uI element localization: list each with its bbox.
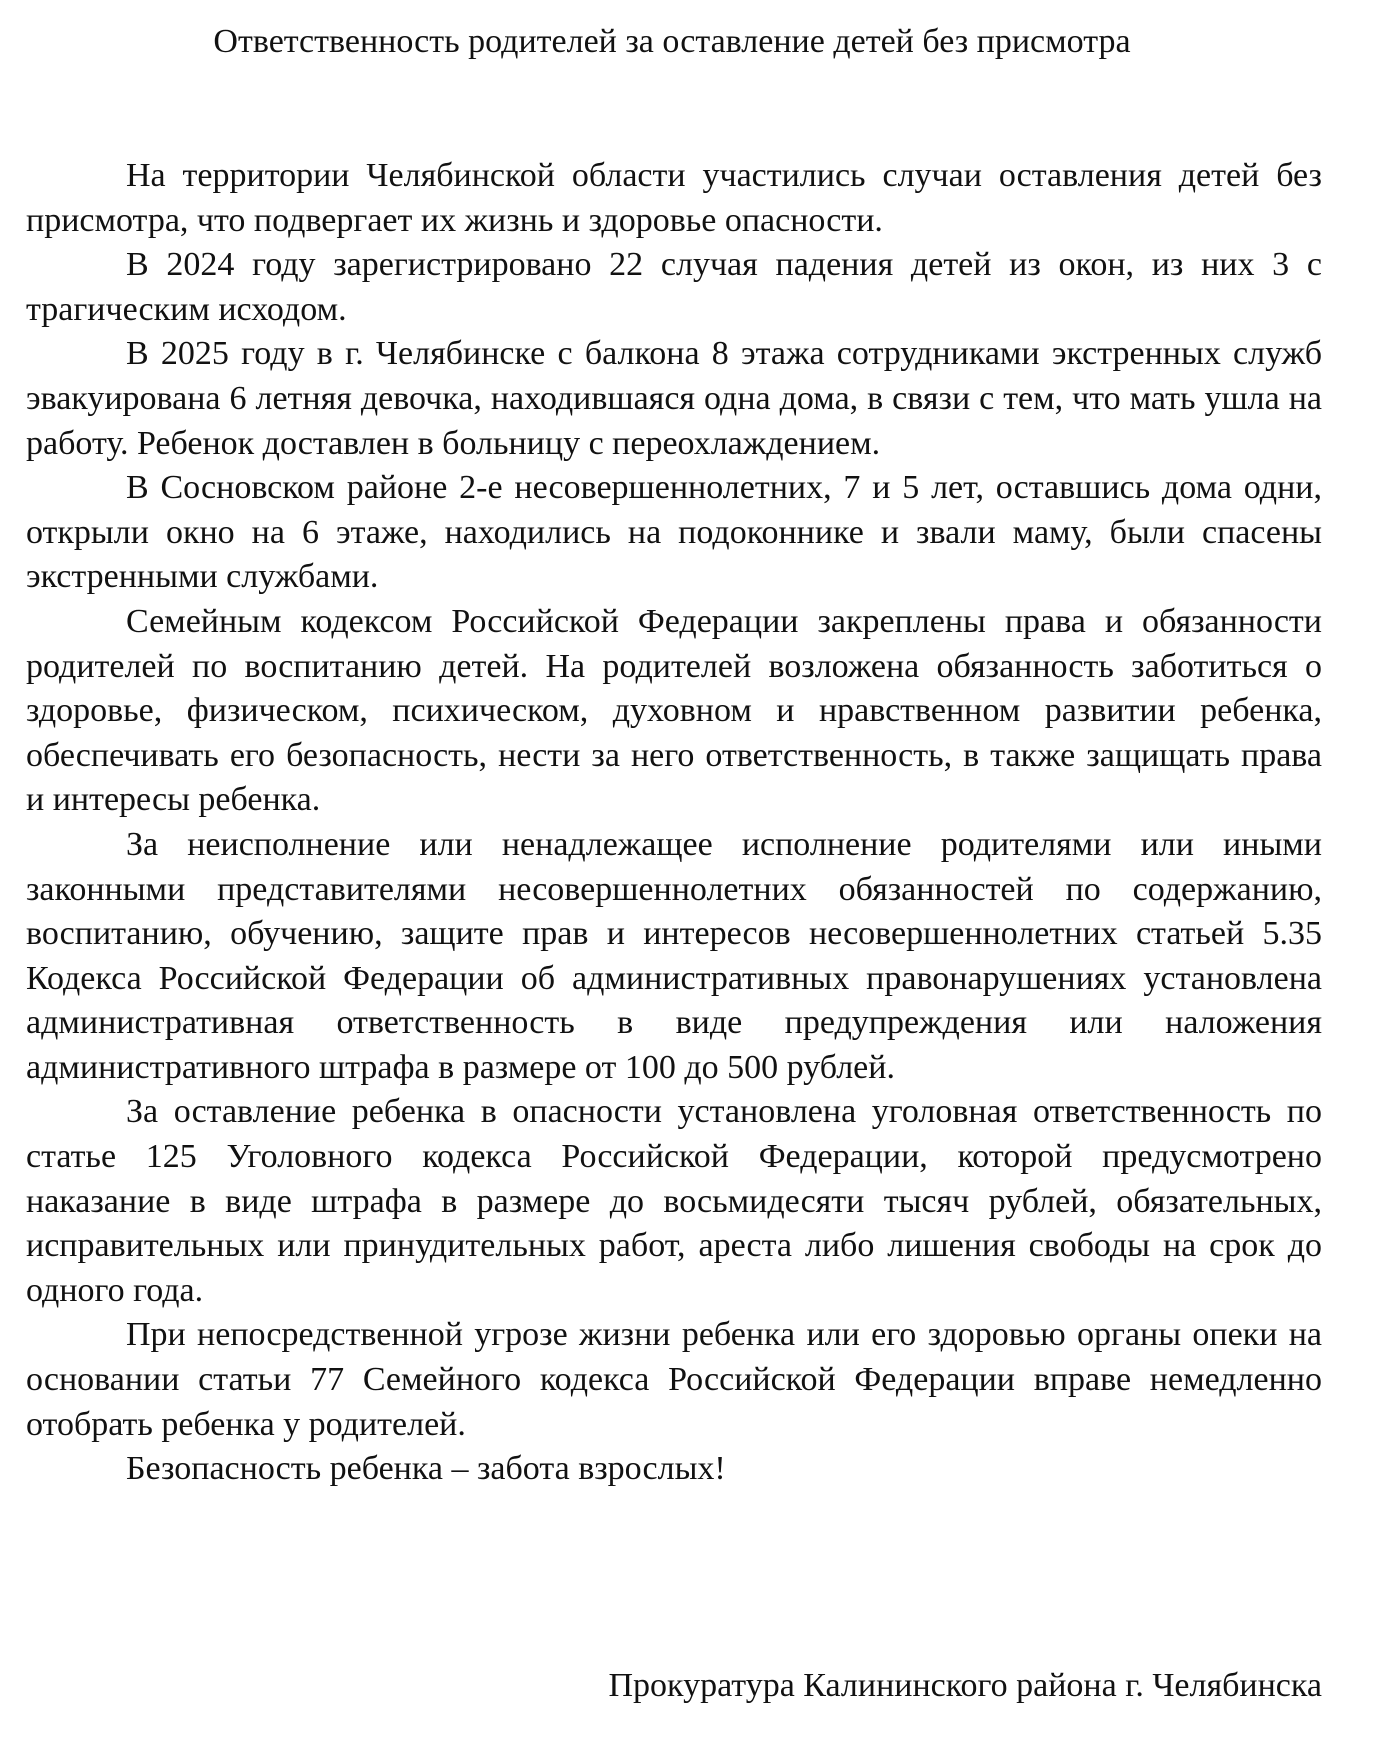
paragraph-case-chelyabinsk: В 2025 году в г. Челябинске с балкона 8 этажа сотрудниками экстренных служб эвакуирована 6 летняя девочка, находившаяся одна дома, в связи с тем, что мать ушла на работу. Ребенок доставлен в больницу с переохлаждением. — [26, 335, 1322, 462]
paragraph-slogan: Безопасность ребенка – забота взрослых! — [126, 1450, 726, 1488]
document-signature: Прокуратура Калининского района г. Челябинска — [608, 1667, 1322, 1704]
paragraph-administrative-liability: За неисполнение или ненадлежащее исполнение родителями или иными законными представителями несовершеннолетних обязанностей по содержанию, воспитанию, обучению, защите прав и интересов несовершеннолетних статьей 5.35 Кодекса Российской Федерации об административных правонарушениях установлена административная ответственность в виде предупреждения или наложения административного штрафа в размере от 100 до 500 рублей. — [26, 825, 1322, 1086]
document-body — [26, 154, 1322, 1492]
paragraph-intro: На территории Челябинской области участились случаи оставления детей без присмотра, что подвергает их жизнь и здоровье опасности. — [26, 157, 1322, 239]
paragraph-criminal-liability: За оставление ребенка в опасности установлена уголовная ответственность по статье 125 Уголовного кодекса Российской Федерации, которой предусмотрено наказание в виде штрафа в размере до восьмидесяти тысяч рублей, обязательных, исправительных или принудительных работ, ареста либо лишения свободы на срок до одного года. — [26, 1093, 1322, 1309]
paragraph-guardianship: При непосредственной угрозе жизни ребенка или его здоровью органы опеки на основании статьи 77 Семейного кодекса Российской Федерации вправе немедленно отобрать ребенка у родителей. — [26, 1316, 1322, 1443]
paragraph-statistics-2024: В 2024 году зарегистрировано 22 случая падения детей из окон, из них 3 с трагическим исходом. — [26, 246, 1322, 328]
paragraph-family-code: Семейным кодексом Российской Федерации закреплены права и обязанности родителей по воспитанию детей. На родителей возложена обязанность заботиться о здоровье, физическом, психическом, духовном и нравственном развитии ребенка, обеспечивать его безопасность, нести за него ответственность, в также защищать права и интересы ребенка. — [26, 602, 1322, 819]
document-title: Ответственность родителей за оставление детей без присмотра — [213, 23, 1131, 60]
paragraph-case-sosnovsky: В Сосновском районе 2-е несовершеннолетних, 7 и 5 лет, оставшись дома одни, открыли окно на 6 этаже, находились на подоконнике и звали маму, были спасены экстренными службами. — [26, 469, 1322, 596]
